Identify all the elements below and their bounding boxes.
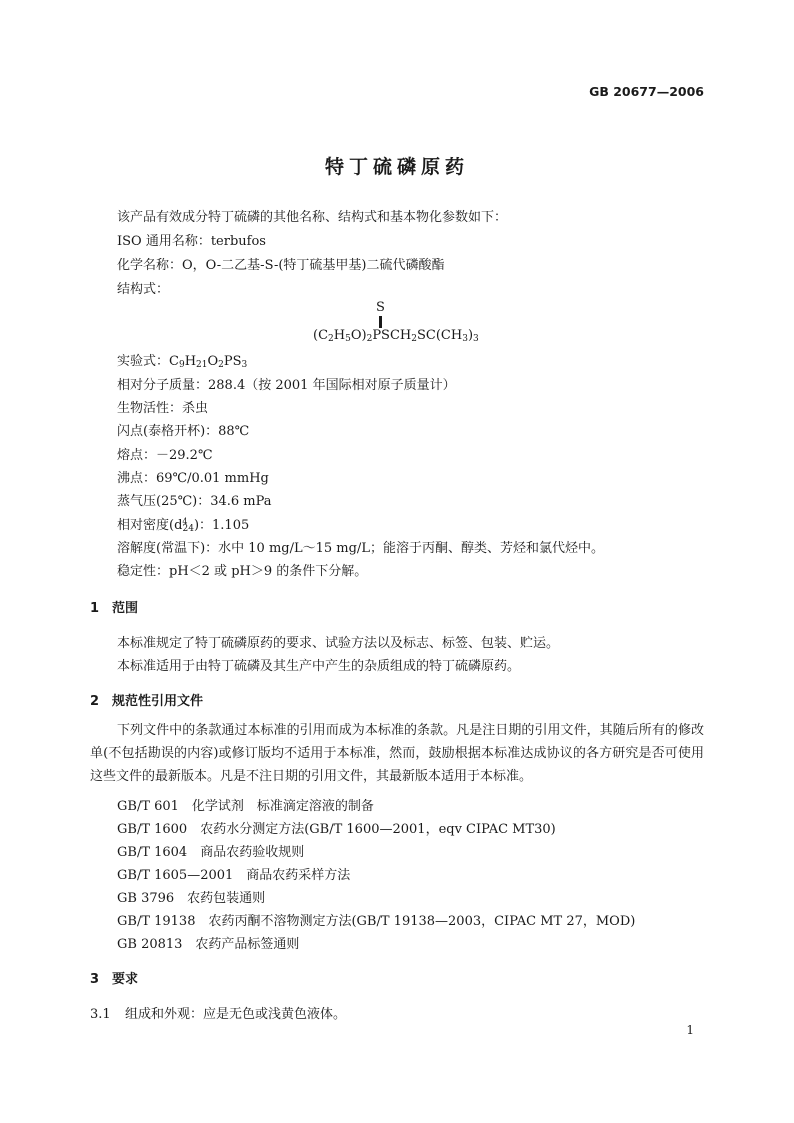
section-1-heading: 1 范围 [90, 601, 139, 616]
reference-item: GB 20813 农药产品标签通则 [117, 937, 300, 952]
iso-name: ISO 通用名称：terbufos [117, 234, 266, 249]
solubility: 溶解度(常温下)：水中 10 mg/L～15 mg/L；能溶于丙酮、醇类、芳烃和氯代烃中。 [117, 541, 604, 556]
chemical-name: 化学名称：O，O-二乙基-S-(特丁硫基甲基)二硫代磷酸酯 [117, 258, 445, 273]
intro-lead: 该产品有效成分特丁硫磷的其他名称、结构式和基本物化参数如下： [117, 210, 508, 225]
section-2-paragraph: 下列文件中的条款通过本标准的引用而成为本标准的条款。凡是注日期的引用文件，其随后所有的修改单(不包括勘误的内容)或修订版均不适用于本标准，然而，鼓励根据本标准达成协议的各方研究是否可使用这些文件的最新版本。凡是不注日期的引用文件，其最新版本适用于本标准。 [90, 723, 704, 784]
reference-item: GB/T 1604 商品农药验收规则 [117, 845, 305, 860]
reference-item: GB/T 1600 农药水分测定方法(GB/T 1600—2001，eqv CIPAC MT30) [117, 822, 556, 837]
structure-sulfur: S [376, 300, 385, 315]
empirical-formula: 实验式：$C_9H_{21}O_2PS_3$ [117, 354, 248, 370]
reference-item: GB/T 19138 农药丙酮不溶物测定方法(GB/T 19138—2003，CIPAC MT 27，MOD) [117, 914, 636, 929]
structure-formula: $(C_2H_5O)_2PSCH_2SC(CH_3)_3$ [313, 328, 479, 344]
section-3-heading: 3 要求 [90, 972, 139, 987]
structure-double-bond [379, 316, 382, 328]
stability: 稳定性：pH＜2 或 pH＞9 的条件下分解。 [117, 564, 368, 579]
section-2-heading: 2 规范性引用文件 [90, 694, 204, 709]
page-number: 1 [686, 1023, 694, 1037]
flash-point: 闪点(泰格开杯)：88℃ [117, 424, 250, 439]
vapor-pressure: 蒸气压(25℃)：34.6 mPa [117, 494, 272, 509]
reference-item: GB/T 601 化学试剂 标准滴定溶液的制备 [117, 799, 374, 814]
molecular-weight: 相对分子质量：288.4（按 2001 年国际相对原子质量计） [117, 378, 456, 393]
relative-density: 相对密度$(d^4_{24})$：1.105 [117, 517, 250, 534]
section-1-para-1: 本标准规定了特丁硫磷原药的要求、试验方法以及标志、标签、包装、贮运。 [117, 636, 560, 651]
section-1-para-2: 本标准适用于由特丁硫磷及其生产中产生的杂质组成的特丁硫磷原药。 [117, 659, 521, 674]
section-3-1: 3.1 组成和外观：应是无色或浅黄色液体。 [90, 1007, 347, 1022]
document-title: 特丁硫磷原药 [324, 156, 469, 178]
standard-code: GB 20677—2006 [589, 84, 704, 99]
reference-item: GB 3796 农药包装通则 [117, 891, 266, 906]
structure-label: 结构式： [117, 282, 170, 297]
boiling-point: 沸点：69℃/0.01 mmHg [117, 471, 269, 486]
melting-point: 熔点：－29.2℃ [117, 448, 213, 463]
reference-item: GB/T 1605—2001 商品农药采样方法 [117, 868, 351, 883]
bio-activity: 生物活性：杀虫 [117, 401, 209, 416]
